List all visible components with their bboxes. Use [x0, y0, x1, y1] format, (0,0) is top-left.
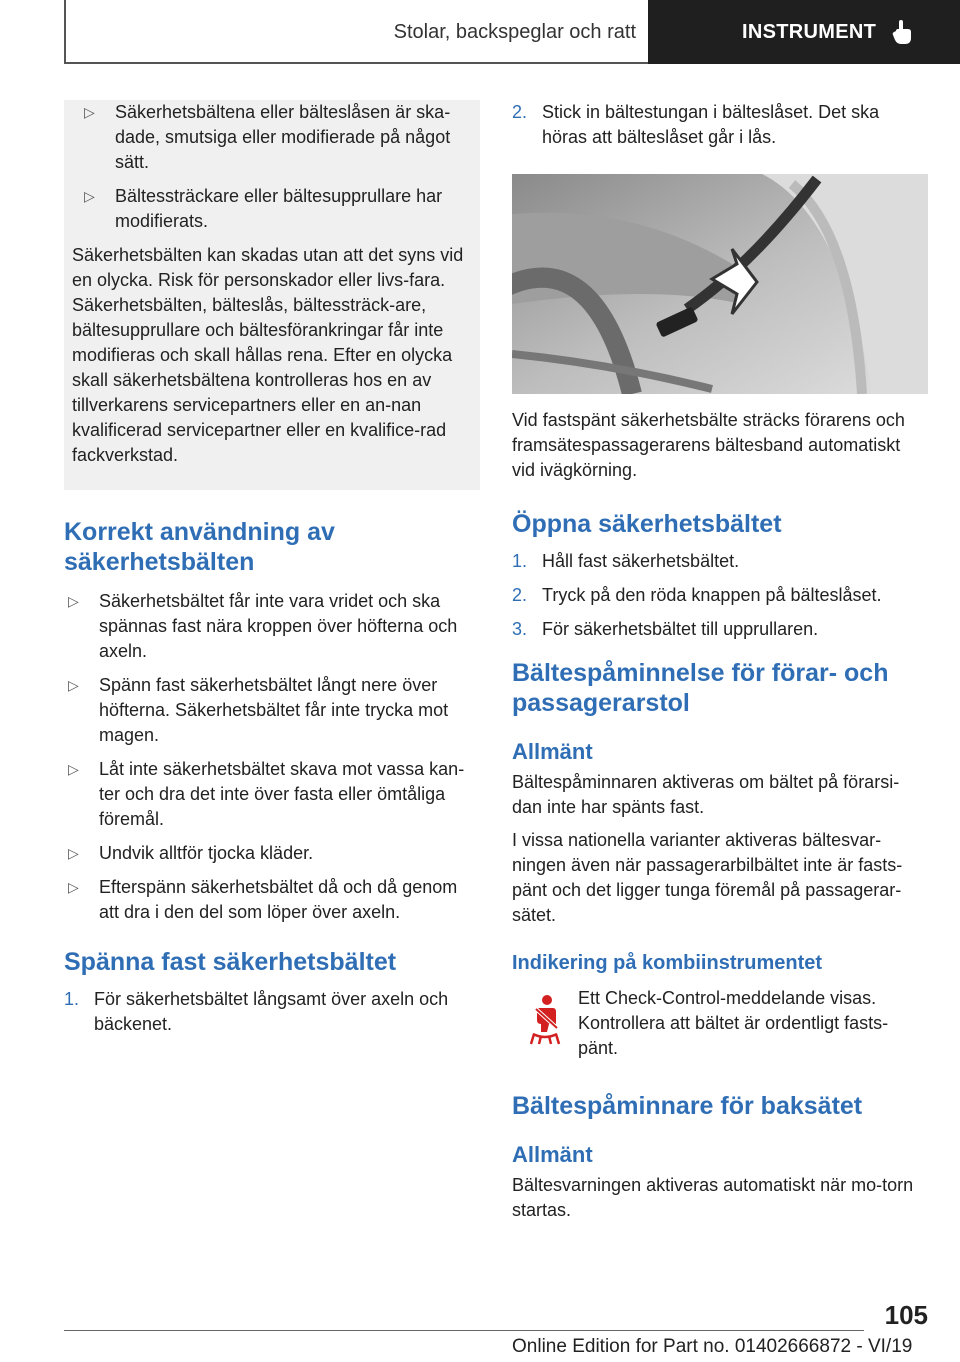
list-item-text: Spänn fast säkerhetsbältet långt nere över höfterna. Säkerhetsbältet får inte trycka mot magen. [99, 675, 449, 745]
fasten-heading: Spänna fast säkerhetsbältet [64, 948, 397, 976]
step-number: 1. [64, 989, 80, 1009]
warning-box [64, 100, 480, 490]
general-text: Bältespåminnaren aktiveras om bältet på förarsi-dan inte har spänts fast. [512, 772, 900, 817]
step-number: 2. [512, 585, 528, 605]
indicator-heading: Indikering på kombiinstrumentet [512, 952, 823, 974]
header-chapter-tab [648, 0, 960, 64]
indicator-icon-wrap [512, 986, 578, 1061]
open-steps [512, 549, 928, 642]
step-text: Håll fast säkerhetsbältet. [542, 551, 740, 571]
step-text: För säkerhetsbältet långsamt över axeln och bäckenet. [94, 989, 449, 1034]
list-item [64, 841, 480, 866]
list-item-text: Efterspänn säkerhetsbältet då och då genom att dra i den del som löper över axeln. [99, 877, 458, 922]
step-item [512, 583, 928, 608]
general-text: I vissa nationella varianter aktiveras bältesvar-ningen även när passagerarbilbältet inte är fasts-pänt och det ligger tunga föremål på passagerar-sätet. [512, 830, 903, 925]
indicator-row [512, 986, 928, 1061]
list-item [64, 757, 480, 832]
section-title: Stolar, backspeglar och ratt [393, 20, 636, 43]
rear-text: Bältesvarningen aktiveras automatiskt när mo-torn startas. [512, 1175, 914, 1220]
warning-bullet [72, 184, 472, 234]
triangle-bullet-icon: ▷ [84, 104, 95, 120]
list-item-text: Låt inte säkerhetsbältet skava mot vassa kan-ter och dra det inte över fasta eller ömtåliga föremål. [99, 759, 465, 829]
list-item-text: Undvik alltför tjocka kläder. [99, 843, 314, 863]
triangle-bullet-icon: ▷ [84, 188, 95, 204]
header-section-title [64, 0, 648, 64]
chapter-title: INSTRUMENT [742, 20, 877, 43]
correct-use-list [64, 589, 480, 925]
footer-edition: Online Edition for Part no. 01402666872 - VI/19 [512, 1336, 913, 1357]
triangle-bullet-icon: ▷ [68, 879, 79, 895]
after-image-text: Vid fastspänt säkerhetsbälte sträcks förarens och framsätespassagerarens bältesband automatiskt vid ivägkörning. [512, 410, 905, 480]
hand-pointer-icon [892, 19, 914, 45]
right-column [512, 100, 928, 1223]
footer-divider [64, 1330, 864, 1331]
step-item [512, 617, 928, 642]
general-heading: Allmänt [512, 1142, 593, 1167]
list-item [64, 673, 480, 748]
correct-use-heading: Korrekt användning av säkerhetsbälten [64, 518, 335, 576]
triangle-bullet-icon: ▷ [68, 593, 79, 609]
indicator-text: Ett Check-Control-meddelande visas. Kontrollera att bältet är ordentligt fasts-pänt. [578, 988, 889, 1058]
step-number: 2. [512, 102, 528, 122]
list-item [64, 875, 480, 925]
warning-bullet-text: Säkerhetsbältena eller bälteslåsen är ska-dade, smutsiga eller modifierade på något sätt. [115, 102, 451, 172]
triangle-bullet-icon: ▷ [68, 761, 79, 777]
step-text: För säkerhetsbältet till upprullaren. [542, 619, 819, 639]
left-column [64, 100, 480, 1046]
page-number: 105 [884, 1300, 928, 1330]
step-item [512, 100, 928, 150]
warning-text: Säkerhetsbälten kan skadas utan att det syns vid en olycka. Risk för personskador eller livs-fara. Säkerhetsbälten, bälteslås, bältessträck-are, bältesupprullare och bältesförankringar får inte modifieras och skall hållas rena. Efter en olycka skall säkerhetsbältena kontrolleras hos en av tillverkarens servicepartners eller en an-nan kvalificerad servicepartner eller en kvalifice-rad fackverkstad. [72, 245, 464, 465]
step-item [64, 987, 480, 1037]
step-number: 1. [512, 551, 528, 571]
triangle-bullet-icon: ▷ [68, 677, 79, 693]
warning-bullet [72, 100, 472, 175]
rear-heading: Bältespåminnare för baksätet [512, 1092, 863, 1120]
step-number: 3. [512, 619, 528, 639]
list-item [64, 589, 480, 664]
general-heading: Allmänt [512, 739, 593, 764]
step-text: Stick in bältestungan i bälteslåset. Det ska höras att bälteslåset går i lås. [542, 102, 880, 147]
open-heading: Öppna säkerhetsbältet [512, 510, 782, 538]
warning-bullet-text: Bältessträckare eller bältesupprullare har modifierats. [115, 186, 443, 231]
list-item-text: Säkerhetsbältet får inte vara vridet och ska spännas fast nära kroppen över höfterna och axeln. [99, 591, 458, 661]
step-item [512, 549, 928, 574]
fasten-steps [64, 987, 480, 1037]
triangle-bullet-icon: ▷ [68, 845, 79, 861]
step-text: Tryck på den röda knappen på bälteslåset. [542, 585, 882, 605]
seatbelt-warning-icon [527, 994, 563, 1046]
seatbelt-buckle-photo [512, 174, 928, 394]
reminder-heading: Bältespåminnelse för förar- och passagerarstol [512, 659, 889, 717]
